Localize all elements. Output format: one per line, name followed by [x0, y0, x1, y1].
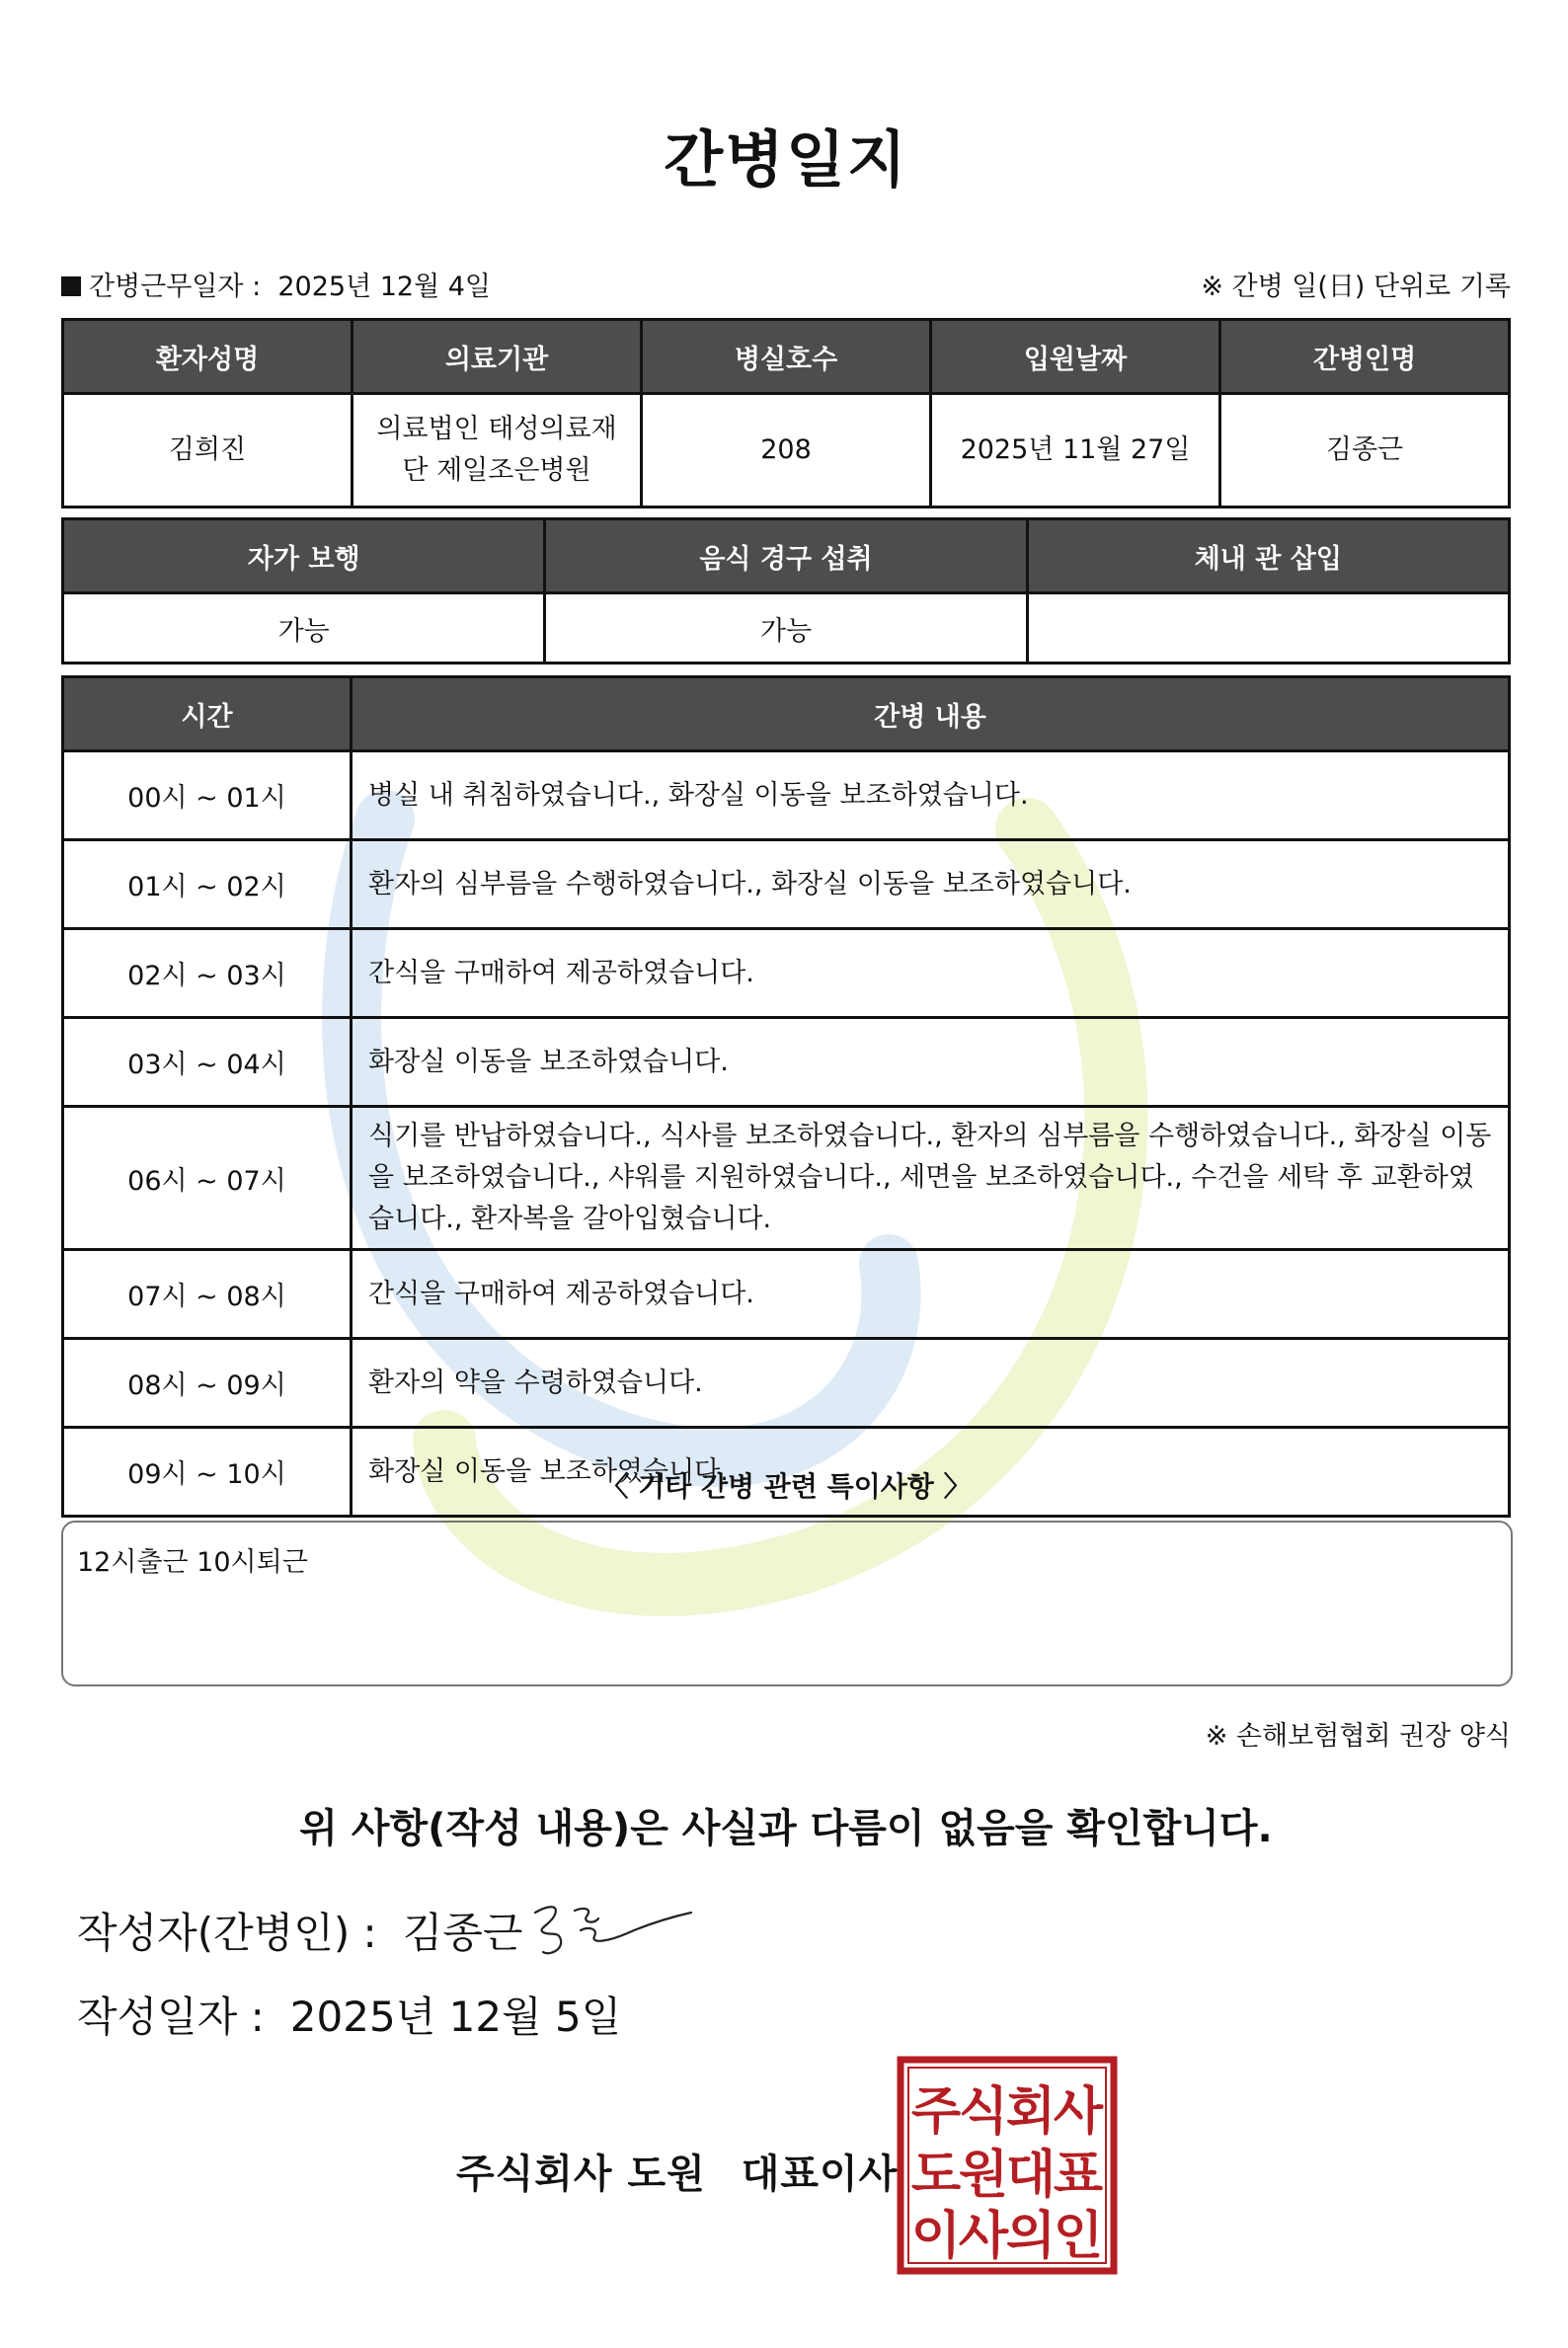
table-row: [63, 1018, 1510, 1107]
table-row: [63, 1339, 1510, 1428]
log-time: 03시 ~ 04시: [63, 1018, 352, 1107]
header-tube-insertion: 체내 관 삽입: [1027, 519, 1509, 593]
header-caregiver-name: 간병인명: [1220, 320, 1510, 394]
written-date-line: [77, 1985, 621, 2044]
caregiver-name: 김종근: [1220, 394, 1510, 508]
header-room: 병실호수: [642, 320, 931, 394]
patient-status-table: [61, 517, 1511, 665]
square-bullet-icon: [61, 276, 81, 296]
log-content: 간식을 구매하여 제공하였습니다.: [352, 929, 1510, 1018]
svg-text:의: 의: [1005, 2207, 1057, 2266]
svg-text:도: 도: [910, 2146, 962, 2205]
svg-text:식: 식: [958, 2082, 1009, 2142]
room-number: 208: [642, 394, 931, 508]
writer-label: 작성자(간병인) :: [77, 1909, 377, 1957]
representative-title: 대표이사: [741, 2152, 899, 2197]
writer-line: [77, 1901, 522, 1960]
svg-text:원: 원: [958, 2146, 1009, 2205]
hospital-name-line1: 의료법인 태성의료재: [376, 414, 617, 444]
hospital-name: [353, 394, 642, 508]
svg-text:대: 대: [1005, 2146, 1057, 2205]
log-content: 화장실 이동을 보조하였습니다.: [352, 1428, 1510, 1517]
company-name: 주식회사 도원: [456, 2152, 706, 2197]
log-time: 00시 ~ 01시: [63, 751, 352, 840]
header-hospital: 의료기관: [353, 320, 642, 394]
log-time: 09시 ~ 10시: [63, 1428, 352, 1517]
log-time: 06시 ~ 07시: [63, 1107, 352, 1250]
log-content: 식기를 반납하였습니다., 식사를 보조하였습니다., 환자의 심부름을 수행하였습니다., 화장실 이동을 보조하였습니다., 샤워를 지원하였습니다., 세면을 보조하였습니다., 수건을 세탁 후 교환하였습니다., 환자복을 갈아입혔습니다.: [352, 1107, 1510, 1250]
company-line: [456, 2143, 898, 2199]
table-row: [63, 1250, 1510, 1339]
notes-title: 〈 기타 간병 관련 특이사항 〉: [600, 1470, 972, 1503]
hospital-name-line2: 단 제일조은병원: [402, 455, 591, 486]
table-row: [63, 929, 1510, 1018]
log-time: 02시 ~ 03시: [63, 929, 352, 1018]
log-time: 01시 ~ 02시: [63, 840, 352, 929]
confirmation-statement: 위 사항(작성 내용)은 사실과 다름이 없음을 확인합니다.: [299, 1806, 1273, 1851]
header-self-walking: 자가 보행: [63, 519, 545, 593]
oral-intake-value: 가능: [545, 593, 1027, 664]
log-content: 환자의 심부름을 수행하였습니다., 화장실 이동을 보조하였습니다.: [352, 840, 1510, 929]
table-row: [63, 840, 1510, 929]
log-content: 환자의 약을 수령하였습니다.: [352, 1339, 1510, 1428]
care-log-table: [61, 675, 1511, 1518]
log-content: 화장실 이동을 보조하였습니다.: [352, 1018, 1510, 1107]
patient-name: 김희진: [63, 394, 353, 508]
svg-text:회: 회: [1005, 2082, 1057, 2142]
log-time: 07시 ~ 08시: [63, 1250, 352, 1339]
work-date-value: 2025년 12월 4일: [277, 272, 492, 302]
written-date-value: 2025년 12월 5일: [289, 1993, 622, 2041]
svg-text:사: 사: [958, 2207, 1009, 2266]
table-row: [63, 1107, 1510, 1250]
work-date: 간병근무일자 : 2025년 12월 4일: [61, 265, 491, 303]
admission-date: 2025년 11월 27일: [931, 394, 1220, 508]
work-date-label: 간병근무일자: [89, 272, 244, 302]
patient-info-table: [61, 318, 1511, 509]
header-time: 시간: [63, 677, 352, 751]
document-title: 간병일지: [664, 123, 908, 196]
notes-box: 12시출근 10시퇴근: [61, 1521, 1513, 1686]
log-content: 간식을 구매하여 제공하였습니다.: [352, 1250, 1510, 1339]
writer-name: 김종근: [402, 1909, 523, 1957]
header-admission-date: 입원날짜: [931, 320, 1220, 394]
meta-row: [61, 265, 1511, 300]
svg-text:사: 사: [1053, 2082, 1104, 2142]
svg-text:이: 이: [910, 2207, 962, 2266]
header-oral-intake: 음식 경구 섭취: [545, 519, 1027, 593]
header-patient-name: 환자성명: [63, 320, 353, 394]
log-time: 08시 ~ 09시: [63, 1339, 352, 1428]
table-row: [63, 751, 1510, 840]
tube-insertion-value: [1027, 593, 1509, 664]
header-care-content: 간병 내용: [352, 677, 1510, 751]
form-source-note: ※ 손해보험협회 권장 양식: [1205, 1721, 1511, 1752]
written-date-label: 작성일자 :: [77, 1993, 265, 2041]
company-seal-stamp: [897, 2056, 1118, 2275]
self-walking-value: 가능: [63, 593, 545, 664]
svg-text:주: 주: [910, 2082, 962, 2142]
svg-text:표: 표: [1053, 2146, 1104, 2205]
handwritten-signature: [525, 1891, 703, 1970]
log-content: 병실 내 취침하였습니다., 화장실 이동을 보조하였습니다.: [352, 751, 1510, 840]
svg-text:인: 인: [1053, 2207, 1104, 2266]
record-unit-note: ※ 간병 일(日) 단위로 기록: [1201, 272, 1511, 302]
